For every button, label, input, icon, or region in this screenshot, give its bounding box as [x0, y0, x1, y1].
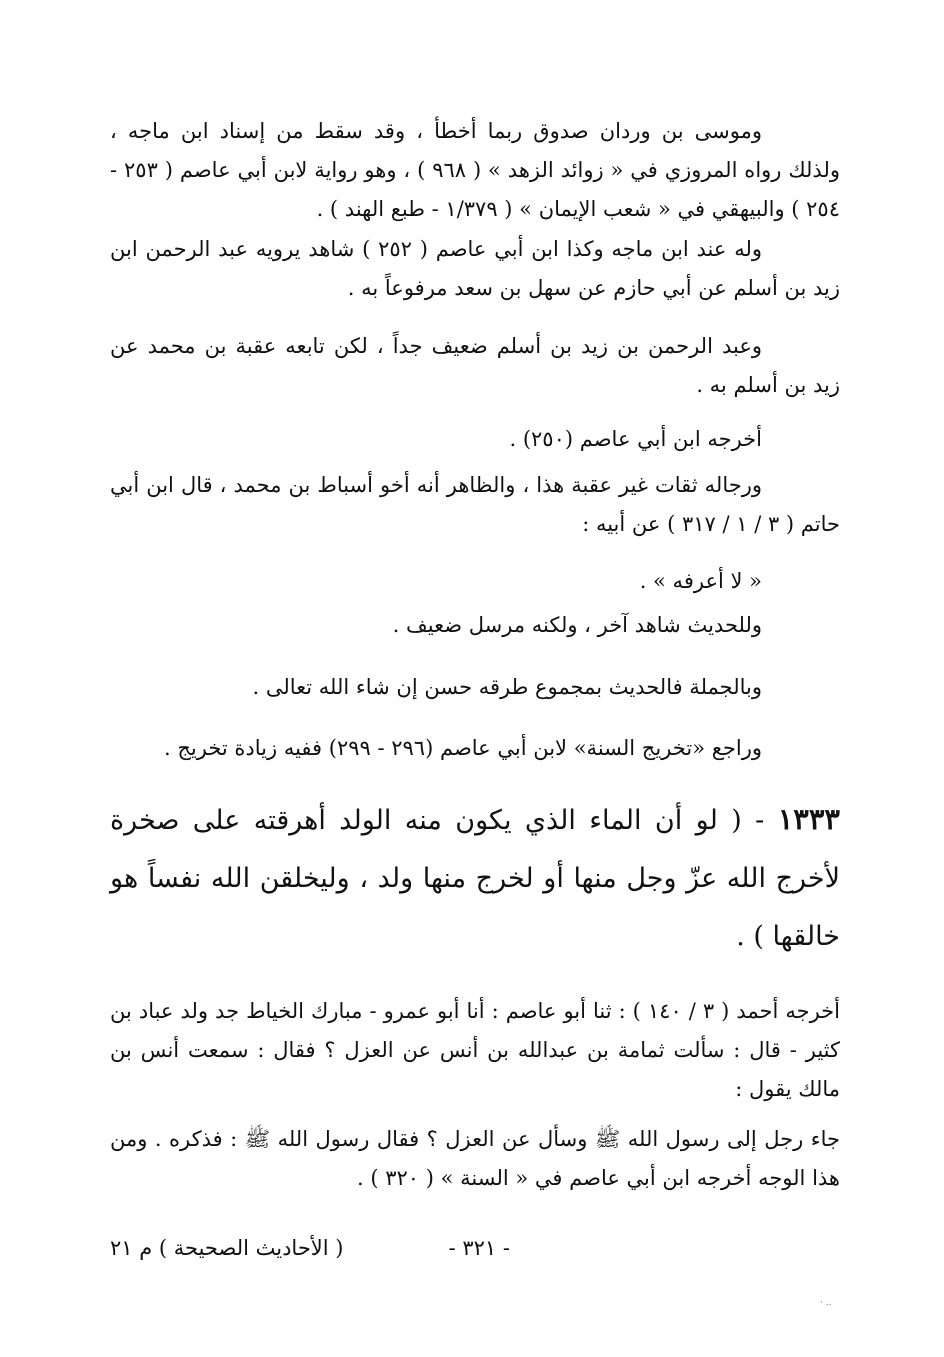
hadith-text: - ( لو أن الماء الذي يكون منه الولد أهرقته على صخرة لأخرج الله عزّ وجل منها أو لخرج منها ولد ، وليخلقن الله نفساً هو خالقها ) . [110, 805, 840, 952]
paragraph-shahid-mursal: وللحديث شاهد آخر ، ولكنه مرسل ضعيف . [392, 613, 762, 637]
paragraph-shahid-sahl: وله عند ابن ماجه وكذا ابن أبي عاصم ( ٢٥٢ ) شاهد يرويه عبد الرحمن ابن زيد بن أسلم عن أبي حازم عن سهل بن سعد مرفوعاً به . [110, 237, 840, 300]
paragraph-raji-takhrij-sunna: وراجع «تخريج السنة» لابن أبي عاصم (٢٩٦ - ٢٩٩) ففيه زيادة تخريج . [164, 736, 762, 760]
paragraph-abdurrahman-daif: وعبد الرحمن بن زيد بن أسلم ضعيف جداً ، لكن تابعه عقبة بن محمد عن زيد بن أسلم به . [110, 334, 840, 397]
document-page [110, 92, 840, 1332]
hadith-number: ١٣٣٣ [777, 802, 840, 836]
scan-speck: .. · [820, 1298, 832, 1308]
paragraph-ibn-abi-asim-250: أخرجه ابن أبي عاصم (٢٥٠) . [509, 427, 762, 451]
book-signature: ( الأحاديث الصحيحة ) م ٢١ [110, 1236, 344, 1260]
paragraph-musa-ibn-wardan: وموسى بن وردان صدوق ربما أخطأ ، وقد سقط من إسناد ابن ماجه ، ولذلك رواه المروزي في « زوائد الزهد » ( ٩٦٨ ) ، وهو رواية لابن أبي عاصم ( ٢٥٣ - ٢٥٤ ) والبيهقي في « شعب الإيمان » ( ١/٣٧٩ - طبع الهند ) . [110, 119, 840, 221]
paragraph-la-arifuhu: « لا أعرفه » . [639, 569, 762, 593]
paragraph-jaa-rajul: جاء رجل إلى رسول الله ﷺ وسأل عن العزل ؟ فقال رسول الله ﷺ : فذكره . ومن هذا الوجه أخرجه ابن أبي عاصم في « السنة » ( ٣٢٠ ) . [110, 1127, 840, 1190]
page-number: - ٣٢١ - [448, 1236, 510, 1260]
paragraph-rijaluhu-thiqat: ورجاله ثقات غير عقبة هذا ، والظاهر أنه أخو أسباط بن محمد ، قال ابن أبي حاتم ( ٣ / ١ / ٣١٧ ) عن أبيه : [110, 473, 840, 536]
hadith-1333 [110, 790, 840, 966]
page-footer [110, 1236, 840, 1276]
paragraph-takhrij-ahmad: أخرجه أحمد ( ٣ / ١٤٠ ) : ثنا أبو عاصم : أنا أبو عمرو - مبارك الخياط جد ولد عباد بن كثير - قال : سألت ثمامة بن عبدالله بن أنس عن العزل ؟ فقال : سمعت أنس بن مالك يقول : [110, 999, 840, 1101]
paragraph-bil-jumla-hasan: وبالجملة فالحديث بمجموع طرقه حسن إن شاء الله تعالى . [252, 675, 762, 699]
